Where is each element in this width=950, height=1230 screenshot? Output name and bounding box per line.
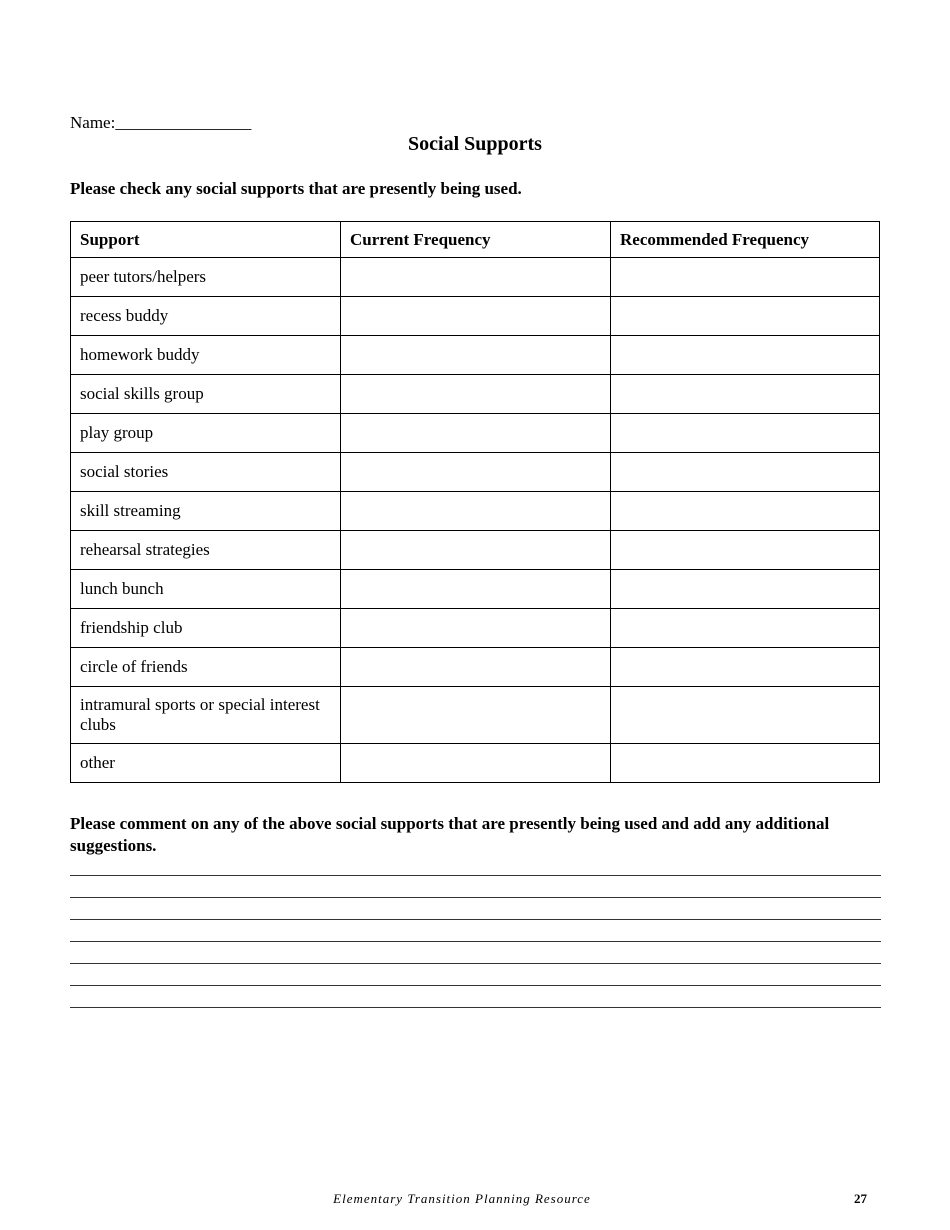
- comment-prompt: Please comment on any of the above social supports that are presently being used and add any additional suggestions.: [70, 814, 830, 855]
- support-name-cell: play group: [71, 414, 341, 453]
- table-row: [71, 492, 880, 531]
- current-frequency-cell[interactable]: [341, 258, 611, 297]
- comment-writing-line[interactable]: [70, 941, 881, 963]
- support-name-cell: social skills group: [71, 375, 341, 414]
- support-name-cell: peer tutors/helpers: [71, 258, 341, 297]
- current-frequency-cell[interactable]: [341, 531, 611, 570]
- current-frequency-cell[interactable]: [341, 453, 611, 492]
- table-row: [71, 609, 880, 648]
- comment-writing-line[interactable]: [70, 985, 881, 1007]
- page-title: Social Supports: [408, 133, 542, 155]
- comment-writing-line[interactable]: [70, 875, 881, 897]
- table-header-row: [71, 222, 880, 258]
- table-row: [71, 258, 880, 297]
- support-name-cell: lunch bunch: [71, 570, 341, 609]
- comment-writing-line[interactable]: [70, 963, 881, 985]
- current-frequency-cell[interactable]: [341, 414, 611, 453]
- comment-writing-area[interactable]: [70, 875, 881, 1029]
- current-frequency-cell[interactable]: [341, 492, 611, 531]
- comment-writing-line[interactable]: [70, 919, 881, 941]
- table-row: [71, 375, 880, 414]
- current-frequency-cell[interactable]: [341, 570, 611, 609]
- table-row: [71, 297, 880, 336]
- recommended-frequency-cell[interactable]: [611, 609, 880, 648]
- recommended-frequency-cell[interactable]: [611, 336, 880, 375]
- table-row: [71, 570, 880, 609]
- current-frequency-cell[interactable]: [341, 609, 611, 648]
- table-row: [71, 336, 880, 375]
- current-frequency-cell[interactable]: [341, 744, 611, 783]
- support-name-cell: intramural sports or special interest clubs: [71, 687, 341, 744]
- footer-title: Elementary Transition Planning Resource: [333, 1191, 591, 1206]
- current-frequency-cell[interactable]: [341, 648, 611, 687]
- current-frequency-cell[interactable]: [341, 687, 611, 744]
- recommended-frequency-cell[interactable]: [611, 648, 880, 687]
- recommended-frequency-cell[interactable]: [611, 297, 880, 336]
- support-name-cell: skill streaming: [71, 492, 341, 531]
- table-row: [71, 687, 880, 744]
- recommended-frequency-cell[interactable]: [611, 258, 880, 297]
- support-name-cell: friendship club: [71, 609, 341, 648]
- check-instruction: Please check any social supports that are presently being used.: [70, 179, 522, 198]
- table-row: [71, 648, 880, 687]
- table-row: [71, 531, 880, 570]
- comment-writing-line[interactable]: [70, 897, 881, 919]
- current-frequency-cell[interactable]: [341, 375, 611, 414]
- table-row: [71, 453, 880, 492]
- support-name-cell: social stories: [71, 453, 341, 492]
- support-name-cell: other: [71, 744, 341, 783]
- recommended-frequency-cell[interactable]: [611, 453, 880, 492]
- support-name-cell: recess buddy: [71, 297, 341, 336]
- current-frequency-cell[interactable]: [341, 297, 611, 336]
- column-header-current-frequency: Current Frequency: [341, 222, 611, 258]
- name-field-label: Name:________________: [70, 113, 252, 132]
- column-header-support: Support: [71, 222, 341, 258]
- recommended-frequency-cell[interactable]: [611, 570, 880, 609]
- support-name-cell: homework buddy: [71, 336, 341, 375]
- table-row: [71, 414, 880, 453]
- social-supports-table: [70, 221, 880, 783]
- column-header-recommended-frequency: Recommended Frequency: [611, 222, 880, 258]
- recommended-frequency-cell[interactable]: [611, 492, 880, 531]
- page-number: 27: [854, 1191, 867, 1206]
- support-name-cell: circle of friends: [71, 648, 341, 687]
- recommended-frequency-cell[interactable]: [611, 531, 880, 570]
- recommended-frequency-cell[interactable]: [611, 687, 880, 744]
- recommended-frequency-cell[interactable]: [611, 375, 880, 414]
- current-frequency-cell[interactable]: [341, 336, 611, 375]
- comment-writing-line[interactable]: [70, 1007, 881, 1029]
- support-name-cell: rehearsal strategies: [71, 531, 341, 570]
- recommended-frequency-cell[interactable]: [611, 744, 880, 783]
- table-row: [71, 744, 880, 783]
- recommended-frequency-cell[interactable]: [611, 414, 880, 453]
